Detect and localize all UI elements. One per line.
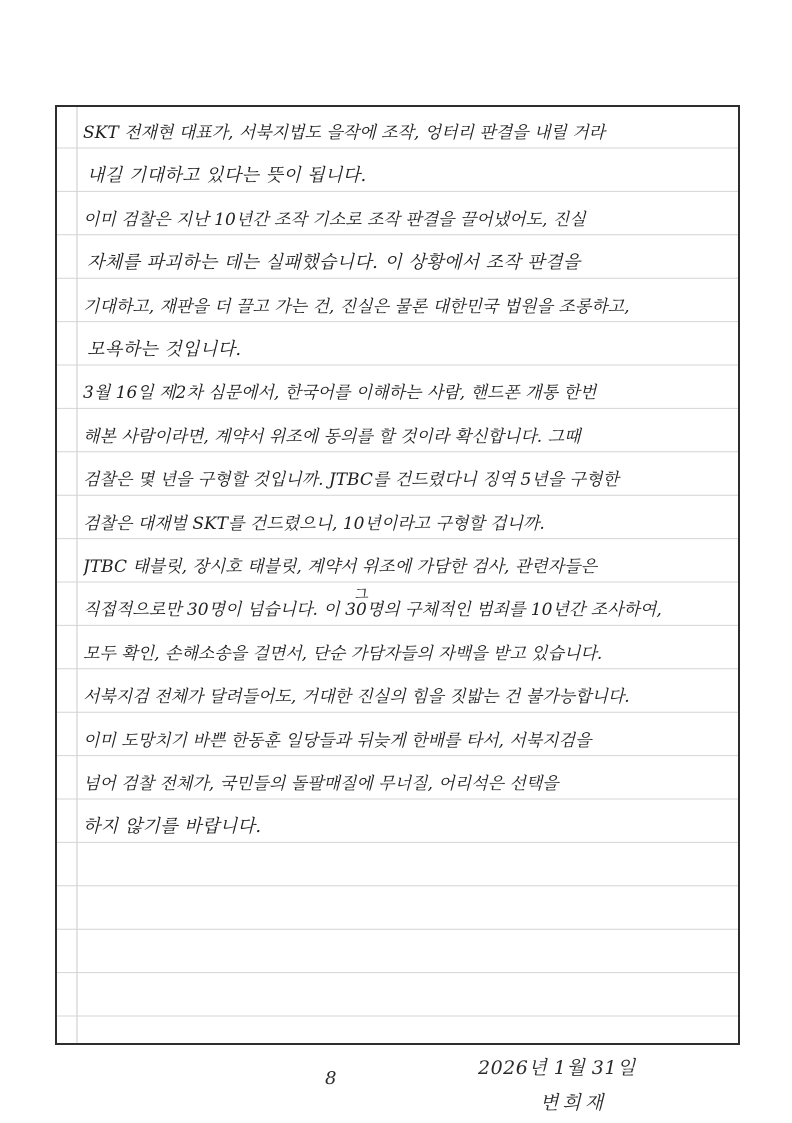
text-line: 하지 않기를 바랍니다. <box>83 816 262 838</box>
page-number: 8 <box>325 1068 337 1089</box>
text-line: JTBC 태블릿, 장시호 태블릿, 계약서 위조에 가담한 검사, 관련자들은 <box>83 557 597 577</box>
text-line: 기대하고, 재판을 더 끌고 가는 건, 진실은 물론 대한민국 법원을 조롱하고, <box>83 296 630 317</box>
text-line: 넘어 검찰 전체가, 국민들의 돌팔매질에 무너질, 어리석은 선택을 <box>83 774 559 794</box>
text-line: 해본 사람이라면, 계약서 위조에 동의를 할 것이라 확신합니다. 그때 <box>83 426 581 447</box>
text-line: SKT 전재현 대표가, 서북지법도 을작에 조작, 엉터리 판결을 내릴 거라 <box>83 123 606 143</box>
letter-sheet <box>55 105 740 1045</box>
text-line: 검찰은 대재벌 SKT를 건드렸으니, 10년이라고 구형할 겁니까. <box>83 513 545 534</box>
insert-mark: 그 <box>355 587 369 604</box>
text-line: 내길 기대하고 있다는 뜻이 됩니다. <box>87 165 367 187</box>
text-line: 자체를 파괴하는 데는 실패했습니다. 이 상황에서 조작 판결을 <box>87 252 581 274</box>
text-line: 모욕하는 것입니다. <box>87 339 242 360</box>
text-line: 검찰은 몇 년을 구형할 것입니까. JTBC를 건드렸다니 징역 5년을 구형한 <box>83 470 619 491</box>
text-line: 직접적으로만 30명이 넘습니다. 이 30명의 구체적인 범죄를 10년간 조사하여, <box>83 600 662 621</box>
signature: 변희재 <box>540 1092 608 1114</box>
text-line: 이미 도망치기 바쁜 한동훈 일당들과 뒤늦게 한배를 타서, 서북지검을 <box>83 730 592 751</box>
handwritten-text <box>57 107 738 1043</box>
letter-date: 2026년 1월 31일 <box>478 1057 636 1079</box>
text-line: 이미 검찰은 지난 10년간 조작 기소로 조작 판결을 끌어냈어도, 진실 <box>83 209 586 230</box>
text-line: 모두 확인, 손해소송을 걸면서, 단순 가담자들의 자백을 받고 있습니다. <box>83 643 603 664</box>
text-line: 서북지검 전체가 달려들어도, 거대한 진실의 힘을 짓밟는 건 불가능합니다. <box>83 687 630 708</box>
text-line: 3월 16일 제2차 심문에서, 한국어를 이해하는 사람, 핸드폰 개통 한번 <box>83 383 597 404</box>
